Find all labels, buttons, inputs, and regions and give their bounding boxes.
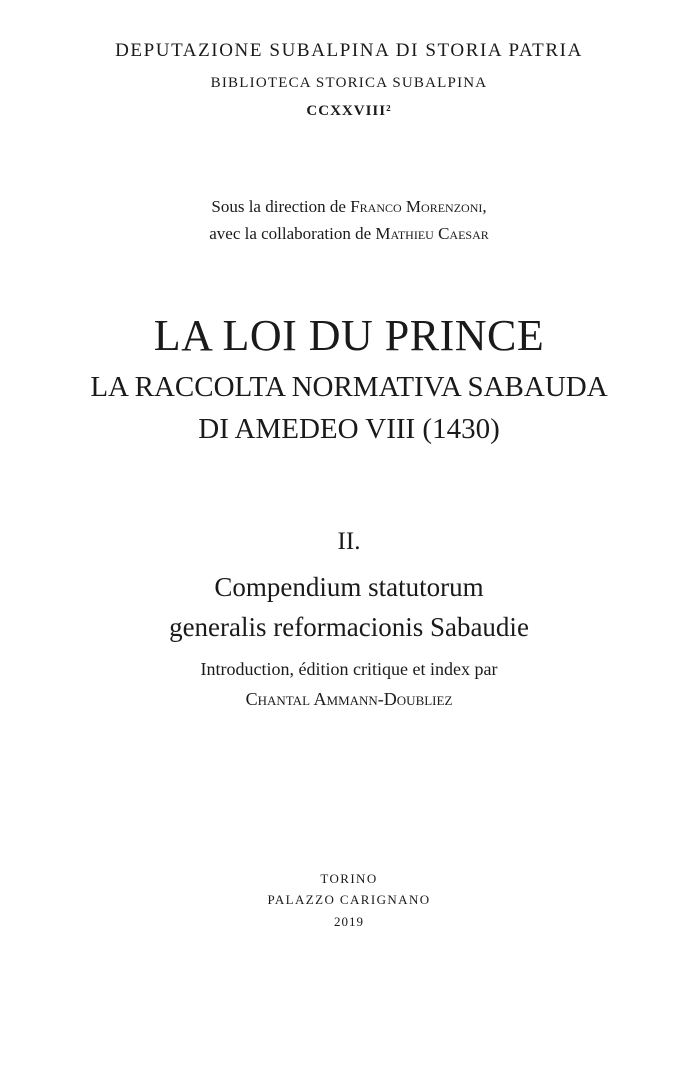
editor-name: Chantal Ammann-Doubliez <box>245 689 453 709</box>
subtitle-line-2: DI AMEDEO VIII (1430) <box>198 413 500 445</box>
imprint-year: 2019 <box>334 914 364 929</box>
collaboration-credit <box>0 224 698 244</box>
imprint-publisher: PALAZZO CARIGNANO <box>267 892 431 907</box>
imprint-city: TORINO <box>320 871 378 886</box>
collab-prefix: avec la collaboration de <box>209 224 376 243</box>
director-name: Franco Morenzoni <box>350 197 483 216</box>
direction-prefix: Sous la direction de <box>211 197 351 216</box>
collaborator-name: Mathieu Caesar <box>375 224 489 243</box>
direction-suffix: , <box>482 197 487 216</box>
edition-intro: Introduction, édition critique et index par <box>200 659 498 679</box>
direction-credit <box>0 197 698 217</box>
volume-number: II. <box>337 528 361 555</box>
subtitle-line-1: LA RACCOLTA NORMATIVA SABAUDA <box>90 371 608 403</box>
series-library: BIBLIOTECA STORICA SUBALPINA <box>210 75 488 91</box>
volume-title-line-2: generalis reformacionis Sabaudie <box>169 612 529 642</box>
series-organization: DEPUTAZIONE SUBALPINA DI STORIA PATRIA <box>115 40 583 61</box>
series-volume-number: CCXXVIII² <box>306 103 392 119</box>
volume-title-line-1: Compendium statutorum <box>214 572 484 602</box>
main-title: LA LOI DU PRINCE <box>153 311 545 360</box>
